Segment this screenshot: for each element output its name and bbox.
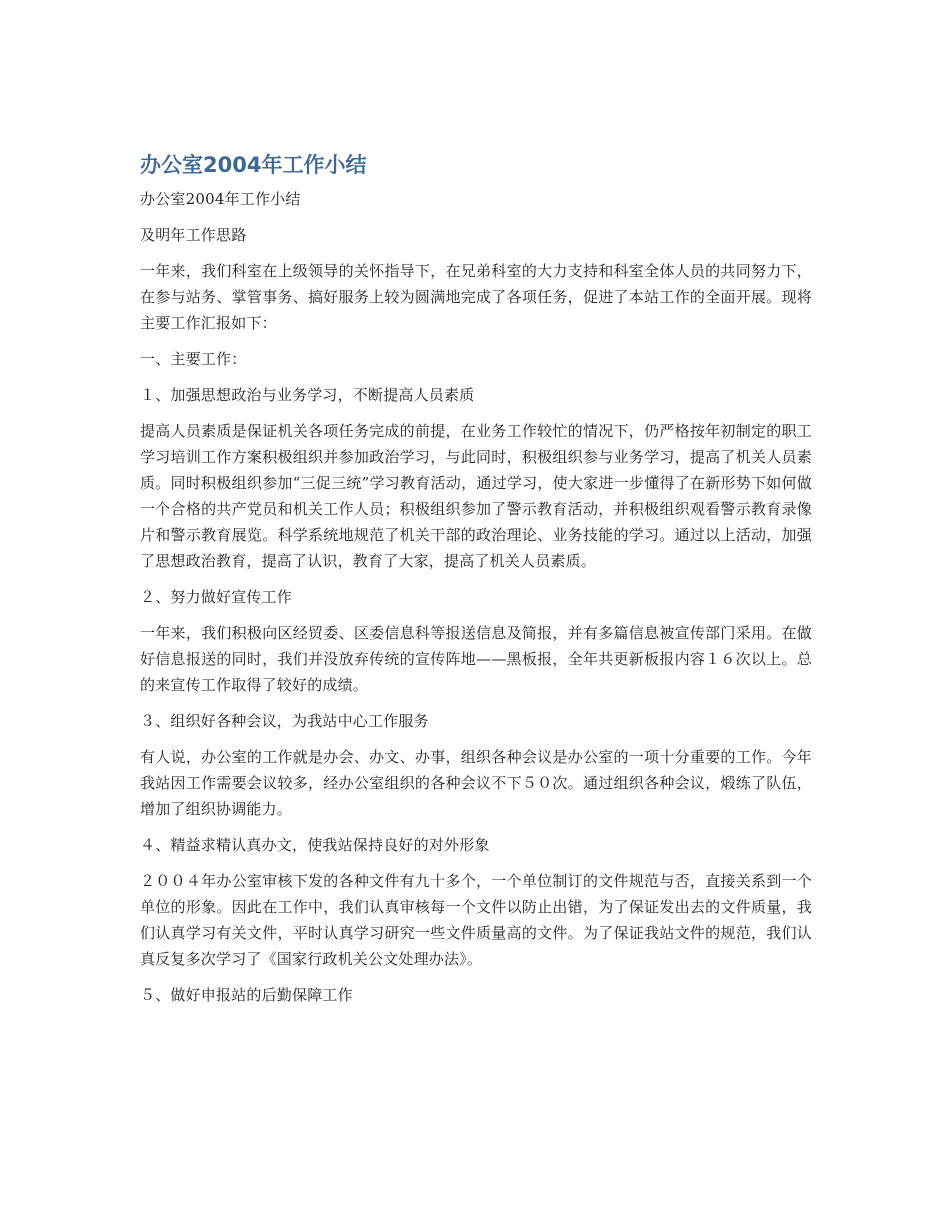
item-body-4: ２００４年办公室审核下发的各种文件有九十多个，一个单位制订的文件规范与否，直接关系到一个单位的形象。因此在工作中，我们认真审核每一个文件以防止出错，为了保证发出去的文件质量，我们认真学习有关文件，平时认真学习研究一些文件质量高的文件。为了保证我站文件的规范，我们认真反复多次学习了《国家行政机关公文处理办法》。 [140, 872, 812, 968]
item-heading-2: ２、努力做好宣传工作 [140, 588, 293, 606]
item-heading-1: １、加强思想政治与业务学习，不断提高人员素质 [140, 386, 475, 404]
subtitle-line-1: 办公室2004年工作小结 [140, 190, 301, 208]
section-heading-main-work: 一、主要工作： [140, 350, 247, 368]
item-body-2: 一年来，我们积极向区经贸委、区委信息科等报送信息及简报，并有多篇信息被宣传部门采用。在做好信息报送的同时，我们并没放弃传统的宣传阵地——黑板报，全年共更新板报内容１６次以上。总的来宣传工作取得了较好的成绩。 [140, 624, 812, 694]
item-body-1: 提高人员素质是保证机关各项任务完成的前提，在业务工作较忙的情况下，仍严格按年初制定的职工学习培训工作方案积极组织并参加政治学习，与此同时，积极组织参与业务学习，提高了机关人员素质。同时积极组织参加“三促三统”学习教育活动，通过学习，使大家进一步懂得了在新形势下如何做一个合格的共产党员和机关工作人员；积极组织参加了警示教育活动，并积极组织观看警示教育录像片和警示教育展览。科学系统地规范了机关干部的政治理论、业务技能的学习。通过以上活动，加强了思想政治教育，提高了认识，教育了大家，提高了机关人员素质。 [140, 422, 812, 570]
item-heading-5: ５、做好申报站的后勤保障工作 [140, 986, 353, 1004]
document-title: 办公室2004年工作小结 [140, 153, 367, 177]
document-page [140, 150, 812, 1018]
item-heading-4: ４、精益求精认真办文，使我站保持良好的对外形象 [140, 836, 490, 854]
subtitle-line-2: 及明年工作思路 [140, 226, 247, 244]
item-body-3: 有人说，办公室的工作就是办会、办文、办事，组织各种会议是办公室的一项十分重要的工作。今年我站因工作需要会议较多，经办公室组织的各种会议不下５０次。通过组织各种会议，煅练了队伍，增加了组织协调能力。 [140, 748, 812, 818]
item-heading-3: ３、组织好各种会议，为我站中心工作服务 [140, 712, 429, 730]
intro-paragraph: 一年来，我们科室在上级领导的关怀指导下，在兄弟科室的大力支持和科室全体人员的共同努力下，在参与站务、掌管事务、搞好服务上较为圆满地完成了各项任务，促进了本站工作的全面开展。现将主要工作汇报如下： [140, 262, 812, 332]
